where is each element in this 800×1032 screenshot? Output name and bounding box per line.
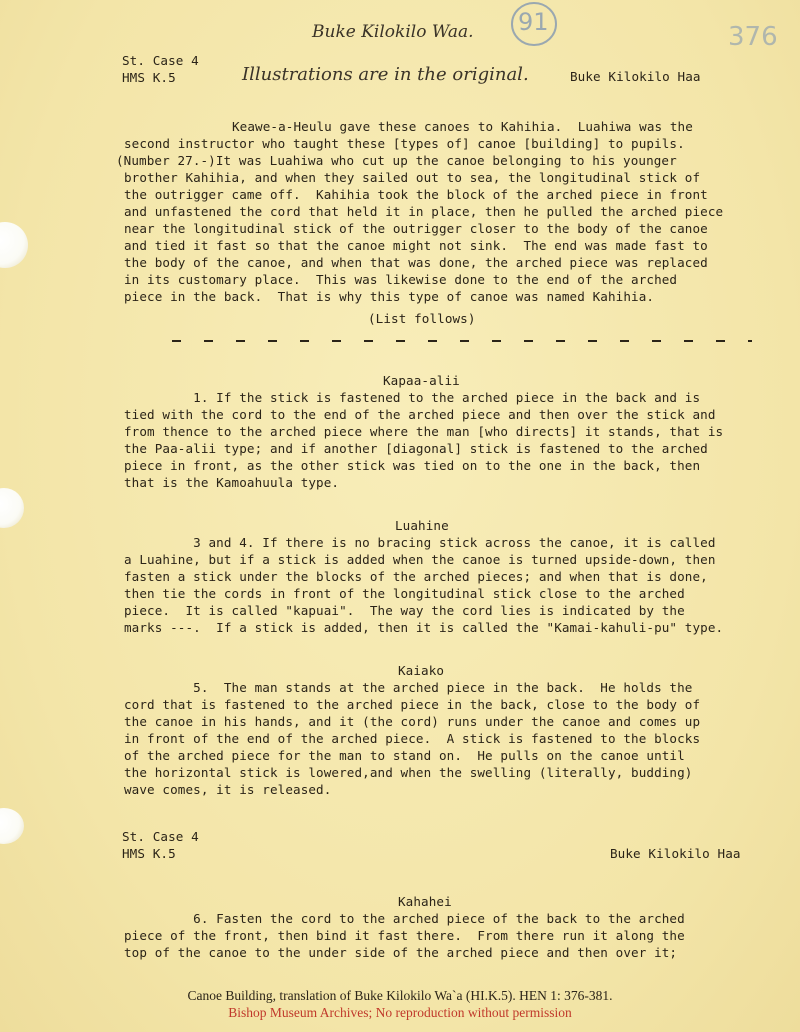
- text-line: (Number 27.-)It was Luahiwa who cut up the canoe belonging to his younger: [116, 153, 677, 168]
- text-line: the canoe in his hands, and it (the cord) runs under the canoe and comes up: [124, 714, 701, 729]
- text-line: cord that is fastened to the arched piece in the back, close to the body of: [124, 697, 701, 712]
- case-label-top: St. Case 4: [122, 53, 199, 68]
- handwritten-illustrations-note: Illustrations are in the original.: [242, 64, 529, 85]
- text-line: second instructor who taught these [types of] canoe [building] to pupils.: [124, 136, 685, 151]
- text-line: 5. The man stands at the arched piece in the back. He holds the: [124, 680, 693, 695]
- corner-number: 376: [728, 22, 778, 52]
- punch-hole-top: [0, 222, 28, 268]
- text-line: and unfastened the cord that held it in place, then he pulled the arched piece: [124, 204, 724, 219]
- text-line: the outrigger came off. Kahihia took the block of the arched piece in front: [124, 187, 708, 202]
- text-line: marks ---. If a stick is added, then it is called the "Kamai-kahuli-pu" type.: [124, 620, 724, 635]
- text-line: top of the canoe to the under side of the arched piece and then over it;: [124, 945, 678, 960]
- hms-label-top: HMS K.5: [122, 70, 176, 85]
- text-line: tied with the cord to the end of the arched piece and then over the stick and: [124, 407, 716, 422]
- section-heading-kapaa-alii: Kapaa-alii: [383, 373, 460, 388]
- section-heading-luahine: Luahine: [395, 518, 449, 533]
- section-heading-kahahei: Kahahei: [398, 894, 452, 909]
- dashed-separator: [172, 340, 752, 342]
- text-line: fasten a stick under the blocks of the arched pieces; and when that is done,: [124, 569, 708, 584]
- text-line: piece. It is called "kapuai". The way the cord lies is indicated by the: [124, 603, 685, 618]
- text-line: a Luahine, but if a stick is added when the canoe is turned upside-down, then: [124, 552, 716, 567]
- text-line: from thence to the arched piece where the man [who directs] it stands, that is: [124, 424, 724, 439]
- footer-rights: Bishop Museum Archives; No reproduction without permission: [228, 1005, 572, 1020]
- text-line: the body of the canoe, and when that was done, the arched piece was replaced: [124, 255, 708, 270]
- footer-citation: Canoe Building, translation of Buke Kilokilo Wa`a (HI.K.5). HEN 1: 376-381.: [187, 988, 613, 1003]
- text-line: brother Kahihia, and when they sailed out to sea, the longitudinal stick of: [124, 170, 701, 185]
- text-line: in its customary place. This was likewise done to the end of the arched: [124, 272, 678, 287]
- list-follows: (List follows): [368, 311, 476, 326]
- text-line: wave comes, it is released.: [124, 782, 332, 797]
- circled-page-number: 91: [518, 8, 549, 36]
- text-line: of the arched piece for the man to stand on. He pulls on the canoe until: [124, 748, 685, 763]
- text-line: piece in the back. That is why this type of canoe was named Kahihia.: [124, 289, 655, 304]
- intro-paragraph: [116, 118, 724, 305]
- source-title-mid: Buke Kilokilo Haa: [610, 846, 741, 861]
- text-line: the horizontal stick is lowered,and when the swelling (literally, budding): [124, 765, 693, 780]
- section-body-kahahei: [124, 910, 685, 961]
- text-line: piece in front, as the other stick was tied on to the one in the back, then: [124, 458, 701, 473]
- section-heading-kaiako: Kaiako: [398, 663, 445, 678]
- text-line: and tied it fast so that the canoe might not sink. The end was made fast to: [124, 238, 708, 253]
- text-line: piece of the front, then bind it fast there. From there run it along the: [124, 928, 685, 943]
- text-line: 1. If the stick is fastened to the arched piece in the back and is: [124, 390, 701, 405]
- text-line: 3 and 4. If there is no bracing stick across the canoe, it is called: [124, 535, 716, 550]
- text-line: the Paa-alii type; and if another [diagonal] stick is fastened to the arched: [124, 441, 708, 456]
- section-body-luahine: [124, 534, 723, 636]
- text-line: near the longitudinal stick of the outrigger closer to the body of the canoe: [124, 221, 708, 236]
- text-line: 6. Fasten the cord to the arched piece of the back to the arched: [124, 911, 685, 926]
- text-line: then tie the cords in front of the longitudinal stick close to the arched: [124, 586, 685, 601]
- section-body-kapaa-alii: [124, 389, 723, 491]
- source-title-top: Buke Kilokilo Haa: [570, 69, 701, 84]
- case-label-mid: St. Case 4: [122, 829, 199, 844]
- punch-hole-middle: [0, 488, 24, 528]
- handwritten-title: Buke Kilokilo Waa.: [312, 22, 474, 42]
- section-body-kaiako: [124, 679, 700, 798]
- text-line: in front of the end of the arched piece. A stick is fastened to the blocks: [124, 731, 701, 746]
- punch-hole-bottom: [0, 808, 24, 844]
- text-line: that is the Kamoahuula type.: [124, 475, 340, 490]
- text-line: Keawe-a-Heulu gave these canoes to Kahihia. Luahiwa was the: [232, 119, 693, 134]
- hms-label-mid: HMS K.5: [122, 846, 176, 861]
